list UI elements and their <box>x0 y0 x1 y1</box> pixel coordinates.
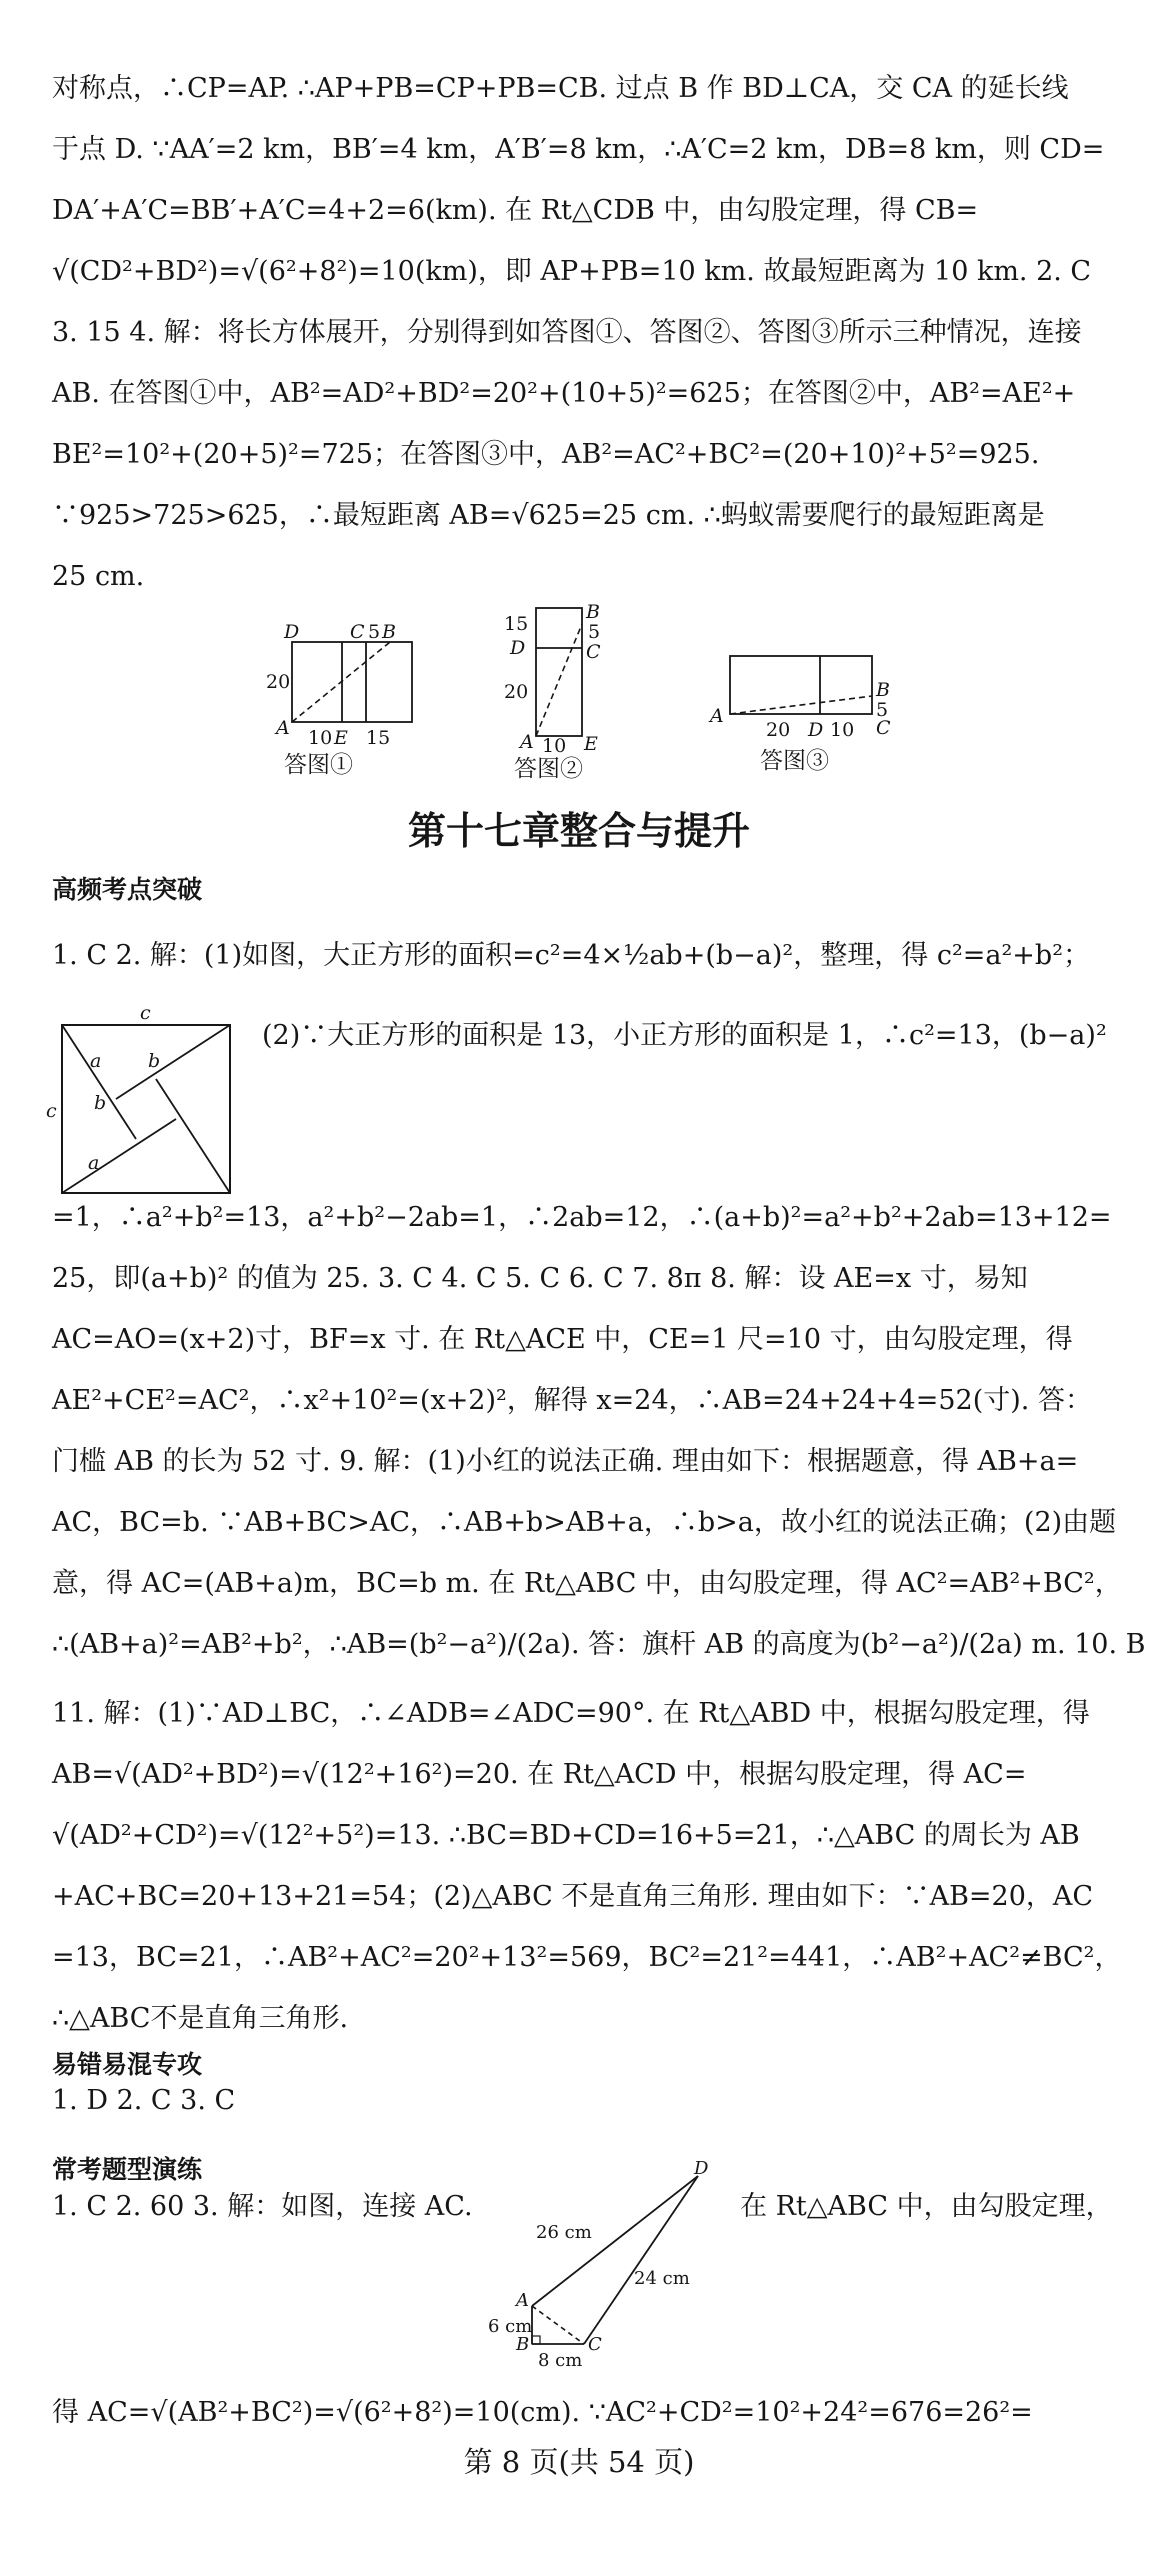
fig1-label: C <box>350 621 365 643</box>
text-line: 对称点，∴CP=AP. ∴AP+PB=CP+PB=CB. 过点 B 作 BD⊥CA，交 CA 的延长线 <box>52 73 1069 104</box>
text-line: 25 cm. <box>52 561 145 592</box>
fig1-label: 20 <box>266 671 291 693</box>
fig3-label: 20 <box>766 719 791 741</box>
text-line: ∵925>725>625，∴最短距离 AB=√625=25 cm. ∴蚂蚁需要爬行的最短距离是 <box>52 500 1045 531</box>
fig3-label: 10 <box>830 719 855 741</box>
fig2-label: E <box>584 733 598 755</box>
quad-label: 24 cm <box>634 2268 690 2289</box>
text-line: =1，∴a²+b²=13，a²+b²−2ab=1，∴2ab=12，∴(a+b)²=a²+b²+2ab=13+12= <box>52 1202 1112 1233</box>
fig3-label: 5 <box>876 699 889 721</box>
text-line: 得 AC=√(AB²+BC²)=√(6²+8²)=10(cm). ∵AC²+CD²=10²+24²=676=26²= <box>52 2397 1033 2428</box>
section-3-answers-left: 1. C 2. 60 3. 解：如图，连接 AC. <box>52 2191 473 2222</box>
fig1-label: 15 <box>366 727 391 749</box>
quadrilateral-diagram <box>488 2160 728 2370</box>
solution-paragraph-7 <box>52 2382 1112 2443</box>
square-label: c <box>140 1005 151 1024</box>
text-line: 25，即(a+b)² 的值为 25. 3. C 4. C 5. C 6. C 7. 8π 8. 解：设 AE=x 寸，易知 <box>52 1263 1028 1294</box>
answer-figure-3 <box>700 642 900 782</box>
text-line: AC=AO=(x+2)寸，BF=x 寸. 在 Rt△ACE 中，CE=1 尺=10 寸，由勾股定理，得 <box>52 1324 1073 1355</box>
solution-paragraph-2-side-text: (2)∵大正方形的面积是 13，小正方形的面积是 1，∴c²=13，(b−a)² <box>262 1020 1107 1051</box>
text-line: 11. 解：(1)∵AD⊥BC，∴∠ADB=∠ADC=90°. 在 Rt△ABD 中，根据勾股定理，得 <box>52 1698 1090 1729</box>
square-diagram <box>44 1005 244 1205</box>
fig3-label: A <box>710 705 724 727</box>
text-line: AE²+CE²=AC²，∴x²+10²=(x+2)²，解得 x=24，∴AB=24+24+4=52(寸). 答： <box>52 1385 1092 1416</box>
answer-figure-1 <box>262 620 432 780</box>
fig3-caption: 答图③ <box>760 748 829 774</box>
text-line: ∴△ABC不是直角三角形. <box>52 2003 349 2034</box>
square-label: a <box>88 1152 100 1174</box>
square-label: b <box>148 1050 161 1072</box>
text-line: 意，得 AC=(AB+a)m，BC=b m. 在 Rt△ABC 中，由勾股定理，得 AC²=AB²+BC²， <box>52 1568 1122 1599</box>
solution-paragraph-2-first-line <box>52 925 1112 986</box>
fig2-label: 5 <box>588 621 601 643</box>
square-label: c <box>46 1100 57 1122</box>
text-line: BE²=10²+(20+5)²=725；在答图③中，AB²=AC²+BC²=(20+10)²+5²=925. <box>52 439 1040 470</box>
fig2-label: C <box>586 641 601 663</box>
fig2-caption: 答图② <box>514 756 583 782</box>
text-line: AB=√(AD²+BD²)=√(12²+16²)=20. 在 Rt△ACD 中，根据勾股定理，得 AC= <box>52 1759 1027 1790</box>
text-line: 3. 15 4. 解：将长方体展开，分别得到如答图①、答图②、答图③所示三种情况，连接 <box>52 317 1082 348</box>
section-heading-error-prone: 易错易混专攻 <box>52 2050 203 2079</box>
fig1-label: B <box>382 621 396 643</box>
answer-figure-2 <box>492 600 632 782</box>
text-line: DA′+A′C=BB′+A′C=4+2=6(km). 在 Rt△CDB 中，由勾股定理，得 CB= <box>52 195 979 226</box>
fig3-label: B <box>876 679 890 701</box>
solution-paragraph-1 <box>52 58 1112 607</box>
text-line: 1. C 2. 解：(1)如图，大正方形的面积=c²=4×½ab+(b−a)²，整理，得 c²=a²+b²； <box>52 940 1091 971</box>
page-number-footer: 第 8 页(共 54 页) <box>463 2445 695 2479</box>
text-line: √(AD²+CD²)=√(12²+5²)=13. ∴BC=BD+CD=16+5=21，∴△ABC 的周长为 AB <box>52 1820 1080 1851</box>
chapter-title: 第十七章整合与提升 <box>407 809 750 853</box>
text-line: 1. D 2. C 3. C <box>52 2085 236 2116</box>
quad-label: D <box>694 2160 709 2179</box>
fig2-label: 15 <box>504 613 529 635</box>
fig1-label: 5 <box>368 621 381 643</box>
fig3-label: C <box>876 717 891 739</box>
text-line: AB. 在答图①中，AB²=AD²+BD²=20²+(10+5)²=625；在答图②中，AB²=AE²+ <box>52 378 1076 409</box>
fig2-label: 10 <box>542 735 567 757</box>
square-label: a <box>90 1050 102 1072</box>
text-line: AC，BC=b. ∵AB+BC>AC，∴AB+b>AB+a，∴b>a，故小红的说法正确；(2)由题 <box>52 1507 1117 1538</box>
fig3-label: D <box>808 719 824 741</box>
text-line: +AC+BC=20+13+21=54；(2)△ABC 不是直角三角形. 理由如下：∵AB=20，AC <box>52 1881 1094 1912</box>
quad-label: B <box>516 2334 530 2355</box>
text-line: =13，BC=21，∴AB²+AC²=20²+13²=569，BC²=21²=441，∴AB²+AC²≠BC²， <box>52 1942 1122 1973</box>
text-line: √(CD²+BD²)=√(6²+8²)=10(km)，即 AP+PB=10 km. 故最短距离为 10 km. 2. C <box>52 256 1092 287</box>
quad-label: 8 cm <box>538 2350 583 2370</box>
fig2-label: 20 <box>504 681 529 703</box>
quad-label: 26 cm <box>536 2222 592 2243</box>
text-line: 门槛 AB 的长为 52 寸. 9. 解：(1)小红的说法正确. 理由如下：根据题意，得 AB+a= <box>52 1446 1079 1477</box>
section-heading-common-types: 常考题型演练 <box>52 2155 203 2184</box>
fig1-label: D <box>284 621 300 643</box>
solution-paragraph-4 <box>52 1683 1122 2049</box>
section-heading-high-frequency: 高频考点突破 <box>52 875 203 904</box>
fig2-label: B <box>586 601 600 623</box>
quad-label: A <box>516 2290 529 2311</box>
fig2-label: D <box>510 637 526 659</box>
quad-label: C <box>588 2334 602 2355</box>
fig2-label: A <box>520 731 534 753</box>
quad-label: 6 cm <box>488 2316 533 2337</box>
section-3-answers-right: 在 Rt△ABC 中，由勾股定理， <box>740 2191 1113 2222</box>
fig1-label: E <box>334 727 348 749</box>
text-line: ∴(AB+a)²=AB²+b²，∴AB=(b²−a²)/(2a). 答：旗杆 AB 的高度为(b²−a²)/(2a) m. 10. B <box>52 1629 1146 1660</box>
fig1-label: A <box>276 717 290 739</box>
fig1-caption: 答图① <box>284 752 353 778</box>
text-line: 于点 D. ∵AA′=2 km，BB′=4 km，A′B′=8 km，∴A′C=2 km，DB=8 km，则 CD= <box>52 134 1105 165</box>
solution-paragraph-3 <box>52 1187 1146 1675</box>
fig1-label: 10 <box>308 727 333 749</box>
section-2-answers <box>52 2070 1112 2131</box>
square-label: b <box>94 1092 107 1114</box>
